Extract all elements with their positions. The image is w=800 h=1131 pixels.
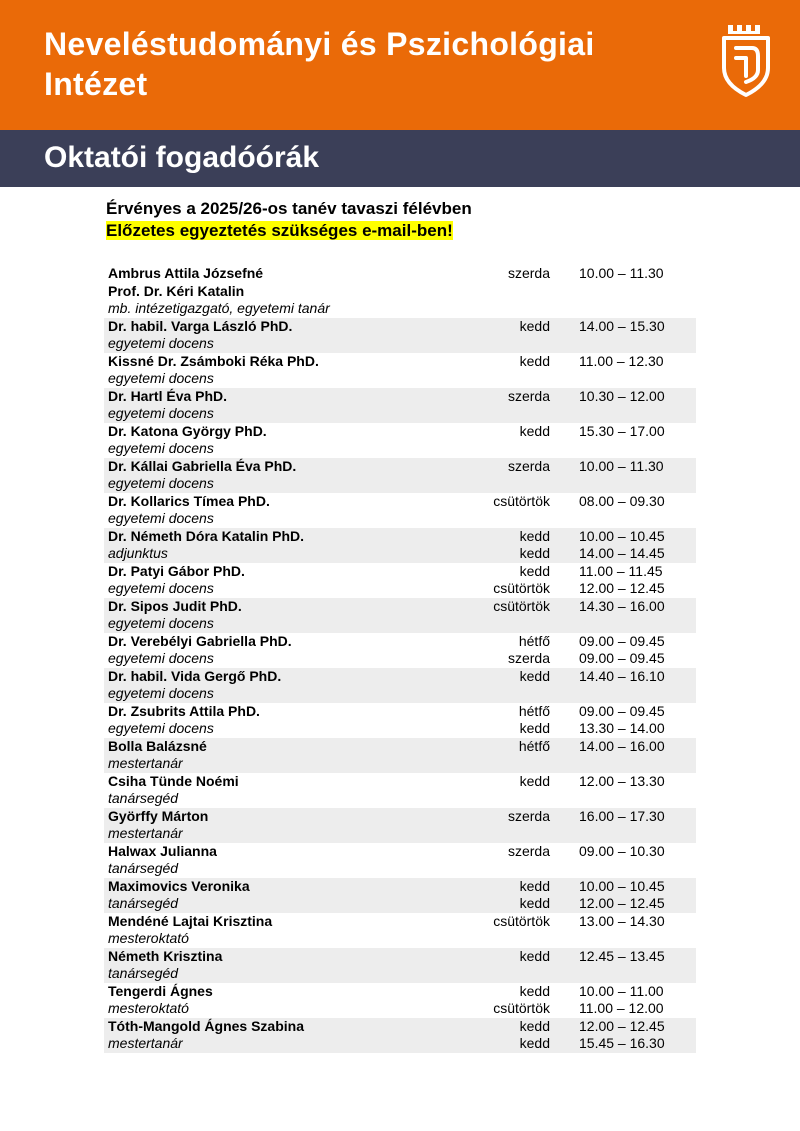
office-hour-day: csütörtök — [493, 492, 550, 509]
entry-line — [104, 300, 696, 318]
office-hour-day: hétfő — [518, 737, 550, 754]
office-hour-time: 10.30 – 12.00 — [579, 387, 665, 404]
instructor-position: egyetemi docens — [108, 335, 214, 351]
entry-line — [104, 423, 696, 441]
office-hour-day: kedd — [519, 352, 550, 369]
entry-line — [104, 965, 696, 983]
list-item — [104, 353, 696, 388]
entry-line — [104, 878, 696, 896]
list-item — [104, 773, 696, 808]
entry-line — [104, 930, 696, 948]
entry-line — [104, 318, 696, 336]
office-hour-day: kedd — [519, 545, 550, 561]
instructor-name: Mendéné Lajtai Krisztina — [108, 912, 273, 929]
instructor-position: mestertanár — [108, 755, 183, 771]
office-hour-time: 11.00 – 11.45 — [579, 562, 663, 579]
office-hour-day: kedd — [519, 562, 550, 579]
list-item — [104, 423, 696, 458]
office-hour-time: 15.45 – 16.30 — [579, 1035, 665, 1051]
office-hour-time: 16.00 – 17.30 — [579, 807, 665, 824]
list-item — [104, 633, 696, 668]
entry-line — [104, 808, 696, 826]
office-hour-time: 12.00 – 12.45 — [579, 895, 665, 911]
office-hour-time: 09.00 – 10.30 — [579, 842, 665, 859]
instructor-position: adjunktus — [108, 545, 168, 561]
office-hour-day: csütörtök — [493, 580, 550, 596]
instructor-name: Dr. Sipos Judit PhD. — [108, 597, 242, 614]
entry-line — [104, 685, 696, 703]
entry-line — [104, 528, 696, 546]
instructor-position: egyetemi docens — [108, 405, 214, 421]
entry-line — [104, 860, 696, 878]
office-hour-time: 13.30 – 14.00 — [579, 720, 665, 736]
office-hour-day: szerda — [507, 265, 550, 281]
entry-line — [104, 895, 696, 913]
entry-line — [104, 370, 696, 388]
list-item — [104, 948, 696, 983]
entry-line — [104, 790, 696, 808]
entry-line — [104, 388, 696, 406]
list-item — [104, 265, 696, 318]
office-hour-time: 14.30 – 16.00 — [579, 597, 665, 614]
office-hour-day: kedd — [519, 1035, 550, 1051]
list-item — [104, 983, 696, 1018]
office-hour-day: csütörtök — [493, 597, 550, 614]
instructor-name: Maximovics Veronika — [108, 877, 250, 894]
list-item — [104, 458, 696, 493]
list-item — [104, 913, 696, 948]
instructor-name: Prof. Dr. Kéri Katalin — [108, 282, 245, 299]
entry-line — [104, 615, 696, 633]
instructor-name: Dr. Zsubrits Attila PhD. — [108, 702, 260, 719]
entry-line — [104, 353, 696, 371]
office-hours-list — [104, 265, 696, 1053]
instructor-name: Dr. Kállai Gabriella Éva PhD. — [108, 457, 297, 474]
entry-line — [104, 545, 696, 563]
office-hour-day: kedd — [519, 772, 550, 789]
info-block — [106, 198, 472, 242]
entry-line — [104, 405, 696, 423]
validity-text: Érvényes a 2025/26-os tanév tavaszi félévben — [106, 199, 472, 218]
entry-line — [104, 458, 696, 476]
list-item — [104, 528, 696, 563]
office-hour-day: szerda — [507, 650, 550, 666]
office-hour-time: 12.45 – 13.45 — [579, 947, 665, 964]
office-hour-time: 11.00 – 12.30 — [579, 352, 664, 369]
entry-line — [104, 913, 696, 931]
list-item — [104, 703, 696, 738]
list-item — [104, 1018, 696, 1053]
instructor-position: egyetemi docens — [108, 475, 214, 491]
office-hour-time: 12.00 – 13.30 — [579, 772, 665, 789]
office-hour-day: kedd — [519, 982, 550, 999]
instructor-position: tanársegéd — [108, 965, 179, 981]
instructor-position: mestertanár — [108, 1035, 183, 1051]
instructor-name: Ambrus Attila Józsefné — [108, 265, 264, 281]
office-hour-day: szerda — [507, 387, 550, 404]
office-hour-time: 09.00 – 09.45 — [579, 650, 665, 666]
instructor-name: Györffy Márton — [108, 807, 209, 824]
entry-line — [104, 283, 696, 301]
entry-line — [104, 580, 696, 598]
office-hour-day: csütörtök — [493, 1000, 550, 1016]
entry-line — [104, 265, 696, 283]
office-hour-time: 14.00 – 14.45 — [579, 545, 665, 561]
office-hour-time: 12.00 – 12.45 — [579, 1017, 665, 1034]
instructor-name: Csiha Tünde Noémi — [108, 772, 239, 789]
instructor-name: Dr. habil. Vida Gergő PhD. — [108, 667, 282, 684]
office-hour-time: 13.00 – 14.30 — [579, 912, 665, 929]
email-notice: Előzetes egyeztetés szükséges e-mail-ben! — [106, 221, 453, 240]
office-hour-day: szerda — [507, 842, 550, 859]
office-hour-day: hétfő — [518, 632, 550, 649]
entry-line — [104, 598, 696, 616]
office-hour-day: kedd — [519, 667, 550, 684]
office-hour-day: kedd — [519, 720, 550, 736]
entry-line — [104, 493, 696, 511]
instructor-name: Bolla Balázsné — [108, 737, 207, 754]
instructor-position: egyetemi docens — [108, 685, 214, 701]
office-hour-time: 15.30 – 17.00 — [579, 422, 665, 439]
office-hour-day: csütörtök — [493, 912, 550, 929]
instructor-position: egyetemi docens — [108, 720, 214, 736]
entry-line — [104, 1018, 696, 1036]
entry-line — [104, 773, 696, 791]
office-hour-time: 14.00 – 16.00 — [579, 737, 665, 754]
office-hour-day: kedd — [519, 1017, 550, 1034]
instructor-name: Dr. habil. Varga László PhD. — [108, 317, 293, 334]
instructor-name: Halwax Julianna — [108, 842, 217, 859]
instructor-name: Németh Krisztina — [108, 947, 223, 964]
instructor-name: Dr. Németh Dóra Katalin PhD. — [108, 527, 305, 544]
page-title: Oktatói fogadóórák — [44, 141, 320, 174]
instructor-name: Tengerdi Ágnes — [108, 982, 213, 999]
instructor-position: mb. intézetigazgató, egyetemi tanár — [108, 300, 330, 316]
list-item — [104, 388, 696, 423]
entry-line — [104, 703, 696, 721]
instructor-name: Kissné Dr. Zsámboki Réka PhD. — [108, 352, 319, 369]
instructor-name: Tóth-Mangold Ágnes Szabina — [108, 1017, 304, 1034]
entry-line — [104, 510, 696, 528]
entry-line — [104, 738, 696, 756]
institute-title: Neveléstudományi és Pszichológiai Intézet — [44, 26, 595, 102]
office-hour-time: 14.00 – 15.30 — [579, 317, 665, 334]
instructor-position: egyetemi docens — [108, 650, 214, 666]
instructor-name: Dr. Verebélyi Gabriella PhD. — [108, 632, 292, 649]
office-hour-time: 10.00 – 10.45 — [579, 527, 665, 544]
office-hour-time: 10.00 – 11.30 — [579, 457, 664, 474]
office-hour-time: 08.00 – 09.30 — [579, 492, 665, 509]
office-hour-day: kedd — [519, 895, 550, 911]
office-hour-day: szerda — [507, 457, 550, 474]
list-item — [104, 563, 696, 598]
entry-line — [104, 1000, 696, 1018]
list-item — [104, 668, 696, 703]
list-item — [104, 318, 696, 353]
instructor-position: egyetemi docens — [108, 440, 214, 456]
entry-line — [104, 825, 696, 843]
entry-line — [104, 1035, 696, 1053]
entry-line — [104, 650, 696, 668]
entry-line — [104, 475, 696, 493]
office-hour-time: 10.00 – 10.45 — [579, 877, 665, 894]
instructor-position: mesteroktató — [108, 930, 189, 946]
instructor-position: egyetemi docens — [108, 510, 214, 526]
instructor-name: Dr. Katona György PhD. — [108, 422, 267, 439]
office-hour-day: kedd — [519, 527, 550, 544]
entry-line — [104, 668, 696, 686]
entry-line — [104, 720, 696, 738]
instructor-position: egyetemi docens — [108, 370, 214, 386]
instructor-name: Dr. Patyi Gábor PhD. — [108, 562, 245, 579]
office-hour-day: kedd — [519, 422, 550, 439]
list-item — [104, 738, 696, 773]
instructor-position: egyetemi docens — [108, 615, 214, 631]
list-item — [104, 878, 696, 913]
office-hour-time: 14.40 – 16.10 — [579, 667, 665, 684]
office-hour-time: 09.00 – 09.45 — [579, 632, 665, 649]
instructor-name: Dr. Hartl Éva PhD. — [108, 387, 228, 404]
office-hour-time: 10.00 – 11.00 — [579, 982, 664, 999]
office-hour-day: kedd — [519, 877, 550, 894]
list-item — [104, 843, 696, 878]
list-item — [104, 598, 696, 633]
entry-line — [104, 440, 696, 458]
instructor-position: tanársegéd — [108, 860, 179, 876]
office-hour-time: 12.00 – 12.45 — [579, 580, 665, 596]
instructor-position: tanársegéd — [108, 895, 179, 911]
office-hour-day: kedd — [519, 947, 550, 964]
office-hour-time: 09.00 – 09.45 — [579, 702, 665, 719]
instructor-name: Dr. Kollarics Tímea PhD. — [108, 492, 270, 509]
entry-line — [104, 563, 696, 581]
office-hour-time: 11.00 – 12.00 — [579, 1000, 664, 1016]
list-item — [104, 493, 696, 528]
office-hour-day: hétfő — [518, 702, 550, 719]
entry-line — [104, 983, 696, 1001]
instructor-position: mesteroktató — [108, 1000, 189, 1016]
entry-line — [104, 843, 696, 861]
entry-line — [104, 755, 696, 773]
entry-line — [104, 948, 696, 966]
office-hour-time: 10.00 – 11.30 — [579, 265, 664, 281]
university-shield-icon — [718, 22, 774, 98]
instructor-position: mestertanár — [108, 825, 183, 841]
office-hour-day: kedd — [519, 317, 550, 334]
entry-line — [104, 633, 696, 651]
list-item — [104, 808, 696, 843]
instructor-position: egyetemi docens — [108, 580, 214, 596]
office-hour-day: szerda — [507, 807, 550, 824]
instructor-position: tanársegéd — [108, 790, 179, 806]
entry-line — [104, 335, 696, 353]
